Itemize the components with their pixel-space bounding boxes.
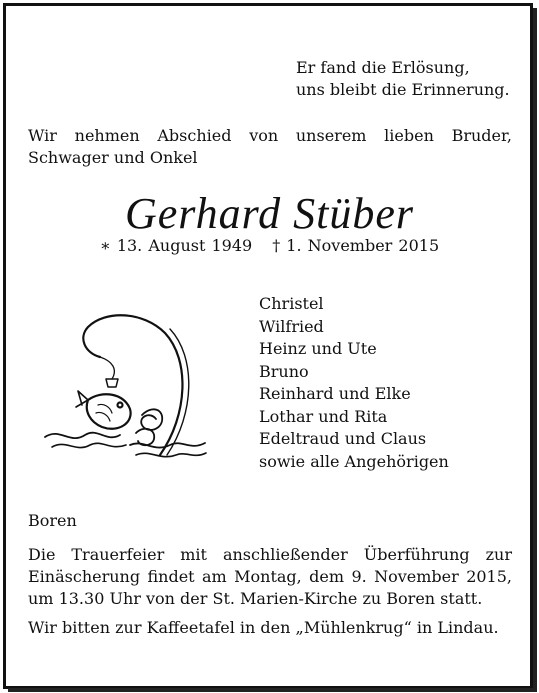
mourner: Heinz und Ute (259, 339, 377, 358)
place: Boren (28, 511, 77, 530)
deceased-name: Gerhard Stüber (125, 189, 414, 238)
mourner: Bruno (259, 361, 309, 381)
frame-shadow-bottom (8, 688, 537, 692)
mourner: Wilfried (259, 316, 324, 336)
frame-shadow-right (533, 8, 537, 688)
coffee-invitation: Wir bitten zur Kaffeetafel in den „Mühlenkrug“ in Lindau. (28, 618, 499, 637)
motto-line-1: Er fand die Erlösung, (296, 58, 470, 77)
motto (296, 57, 510, 101)
fishing-rod-fish-icon (40, 305, 210, 470)
mourners-list (259, 293, 449, 473)
death-date: † 1. November 2015 (272, 236, 440, 255)
life-dates (0, 235, 539, 257)
mourner: Christel (259, 294, 324, 313)
mourner: Reinhard und Elke (259, 384, 411, 403)
ceremony-text: Die Trauerfeier mit anschließender Überführung zur Einäscherung findet am Montag, dem 9. November 2015, um 13.30 Uhr von der St. Marien-Kirche zu Boren statt. (28, 545, 512, 608)
mourner: Lothar und Rita (259, 406, 388, 426)
birth-date: ∗ 13. August 1949 (99, 236, 253, 255)
motto-line-2: uns bleibt die Erinnerung. (296, 80, 510, 99)
mourner: sowie alle Angehörigen (259, 451, 449, 471)
mourner: Edeltraud und Claus (259, 429, 427, 448)
intro-text: Wir nehmen Abschied von unserem lieben Bruder, Schwager und Onkel (28, 126, 512, 167)
